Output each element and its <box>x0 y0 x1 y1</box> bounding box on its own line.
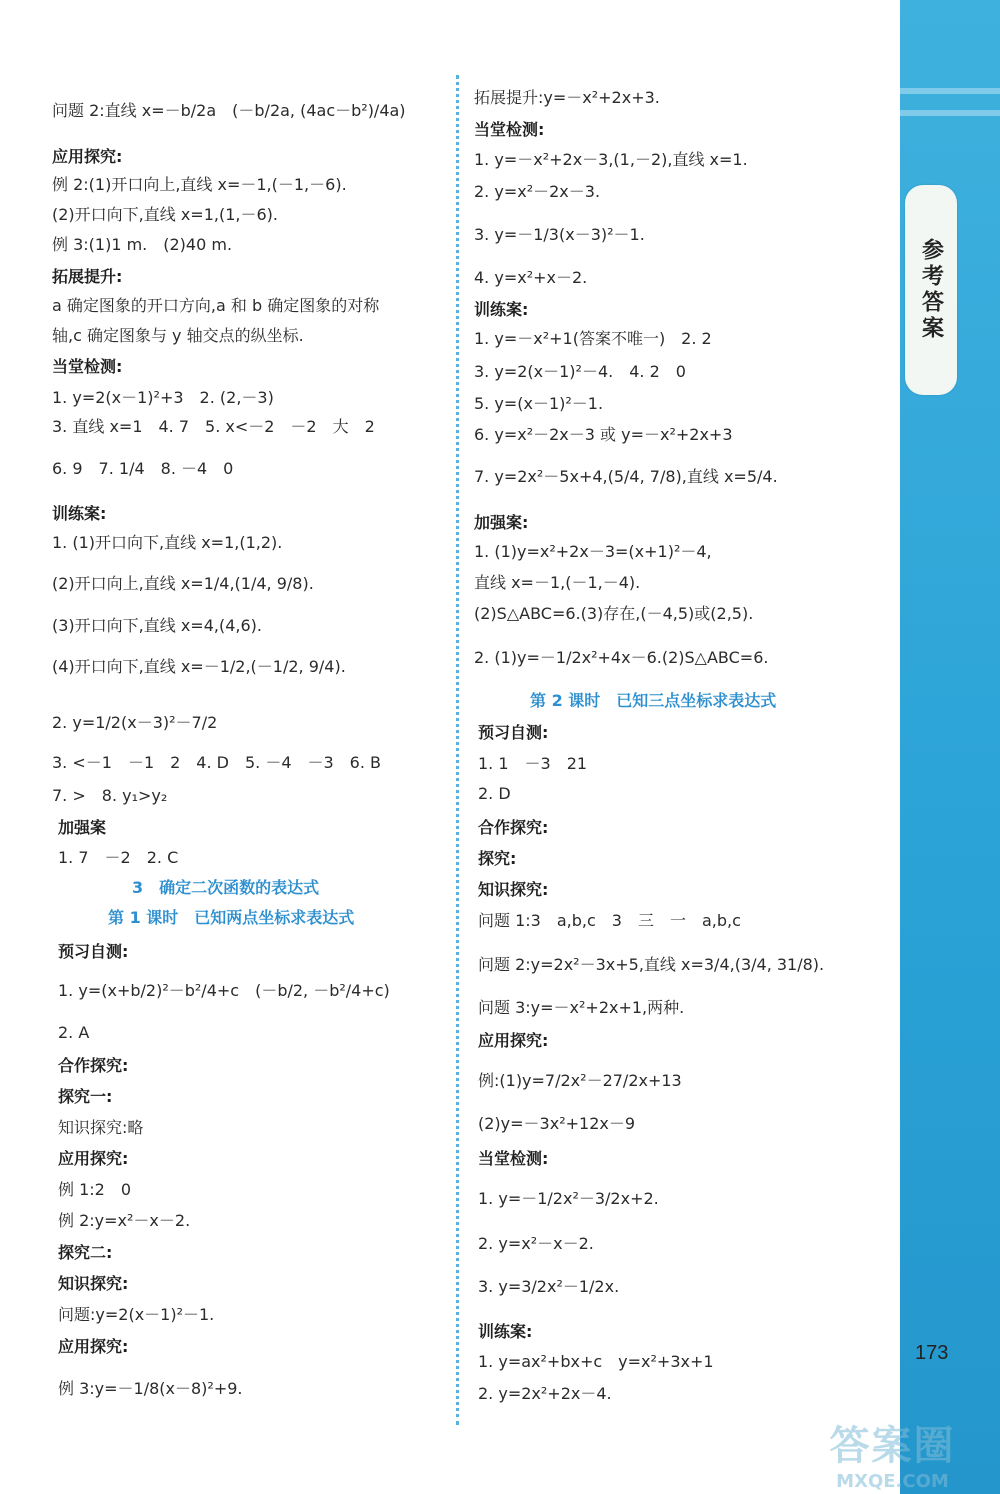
section-heading: 预习自测: <box>478 723 549 742</box>
text-line: 问题 2:直线 x=－b/2a (－b/2a, (4ac－b²)/4a) <box>52 101 406 120</box>
section-heading: 当堂检测: <box>474 120 545 139</box>
section-heading: 应用探究: <box>58 1337 129 1356</box>
text-line: 问题 3:y=－x²+2x+1,两种. <box>478 998 685 1017</box>
text-line: 3. 直线 x=1 4. 7 5. x<－2 －2 大 2 <box>52 417 375 436</box>
section-heading: 加强案: <box>474 513 529 532</box>
section-heading: 合作探究: <box>58 1056 129 1075</box>
text-line: (4)开口向下,直线 x=－1/2,(－1/2, 9/4). <box>52 657 346 676</box>
section-heading: 探究一: <box>58 1087 113 1106</box>
section-heading: 当堂检测: <box>478 1149 549 1168</box>
text-line: 1. y=(x+b/2)²－b²/4+c (－b/2, －b²/4+c) <box>58 981 390 1000</box>
text-line: 6. y=x²－2x－3 或 y=－x²+2x+3 <box>474 425 733 444</box>
text-line: 2. y=1/2(x－3)²－7/2 <box>52 713 218 732</box>
watermark-logo <box>790 1415 995 1490</box>
text-line: 2. y=2x²+2x－4. <box>478 1384 612 1403</box>
text-line: 例 3:y=－1/8(x－8)²+9. <box>58 1379 243 1398</box>
text-line: 2. (1)y=－1/2x²+4x－6.(2)S△ABC=6. <box>474 648 769 667</box>
watermark-url: MXQE.COM <box>836 1470 949 1492</box>
text-line: 例 2:(1)开口向上,直线 x=－1,(－1,－6). <box>52 175 347 194</box>
band-stripe <box>900 88 1000 94</box>
section-heading: 预习自测: <box>58 942 129 961</box>
text-line: 2. D <box>478 784 511 803</box>
section-heading: 应用探究: <box>478 1031 549 1050</box>
text-line: (2)S△ABC=6.(3)存在,(－4,5)或(2,5). <box>474 604 754 623</box>
section-heading: 拓展提升: <box>52 267 123 286</box>
section-heading: 合作探究: <box>478 818 549 837</box>
text-line: 问题:y=2(x－1)²－1. <box>58 1305 215 1324</box>
section-heading: 应用探究: <box>58 1149 129 1168</box>
lesson-title: 第 2 课时 已知三点坐标求表达式 <box>530 691 777 710</box>
text-line: 直线 x=－1,(－1,－4). <box>474 573 641 592</box>
text-line: 2. A <box>58 1023 90 1042</box>
answer-section-tab <box>905 185 957 395</box>
text-line: 1. (1)开口向下,直线 x=1,(1,2). <box>52 533 283 552</box>
text-line: 拓展提升:y=－x²+2x+3. <box>474 88 660 107</box>
text-line: 问题 2:y=2x²－3x+5,直线 x=3/4,(3/4, 31/8). <box>478 955 825 974</box>
section-heading: 加强案 <box>58 818 107 837</box>
text-line: (2)开口向上,直线 x=1/4,(1/4, 9/8). <box>52 574 314 593</box>
text-line: 2. y=x²－2x－3. <box>474 182 601 201</box>
section-heading: 训练案: <box>474 300 529 319</box>
text-line: 1. 7 －2 2. C <box>58 848 179 867</box>
section-heading: 知识探究: <box>478 880 549 899</box>
text-line: 知识探究:略 <box>58 1118 144 1137</box>
tab-label: 参考答案 <box>918 238 944 342</box>
section-heading: 应用探究: <box>52 147 123 166</box>
lesson-title: 第 1 课时 已知两点坐标求表达式 <box>108 908 355 927</box>
text-line: 1. y=－x²+2x－3,(1,－2),直线 x=1. <box>474 150 748 169</box>
text-line: 7. y=2x²－5x+4,(5/4, 7/8),直线 x=5/4. <box>474 467 778 486</box>
section-heading: 知识探究: <box>58 1274 129 1293</box>
text-line: 例 2:y=x²－x－2. <box>58 1211 191 1230</box>
band-stripe <box>900 110 1000 116</box>
text-line: 轴,c 确定图象与 y 轴交点的纵坐标. <box>52 326 304 345</box>
text-line: 1. y=－1/2x²－3/2x+2. <box>478 1189 659 1208</box>
text-line: 3. <－1 －1 2 4. D 5. －4 －3 6. B <box>52 753 382 772</box>
text-line: 例 3:(1)1 m. (2)40 m. <box>52 235 233 254</box>
page-number: 173 <box>915 1342 949 1364</box>
text-line: (2)开口向下,直线 x=1,(1,－6). <box>52 205 278 224</box>
text-line: 1. 1 －3 21 <box>478 754 588 773</box>
text-line: 2. y=x²－x－2. <box>478 1234 594 1253</box>
text-line: 3. y=2(x－1)²－4. 4. 2 0 <box>474 362 686 381</box>
text-line: 6. 9 7. 1/4 8. －4 0 <box>52 459 234 478</box>
text-line: a 确定图象的开口方向,a 和 b 确定图象的对称 <box>52 296 380 315</box>
section-heading: 训练案: <box>478 1322 533 1341</box>
text-line: 1. y=ax²+bx+c y=x²+3x+1 <box>478 1352 714 1371</box>
text-line: (2)y=－3x²+12x－9 <box>478 1114 636 1133</box>
section-heading: 当堂检测: <box>52 357 123 376</box>
text-line: 4. y=x²+x－2. <box>474 268 588 287</box>
section-heading: 探究: <box>478 849 517 868</box>
section-heading: 训练案: <box>52 504 107 523</box>
text-line: 3. y=－1/3(x－3)²－1. <box>474 225 645 244</box>
text-line: 问题 1:3 a,b,c 3 三 一 a,b,c <box>478 911 741 930</box>
text-line: 例 1:2 0 <box>58 1180 132 1199</box>
text-line: 1. y=2(x－1)²+3 2. (2,－3) <box>52 388 274 407</box>
text-line: 1. (1)y=x²+2x－3=(x+1)²－4, <box>474 542 712 561</box>
watermark-text: 答案圈 <box>829 1422 956 1469</box>
text-line: 1. y=－x²+1(答案不唯一) 2. 2 <box>474 329 712 348</box>
text-line: 3. y=3/2x²－1/2x. <box>478 1277 620 1296</box>
text-line: 7. > 8. y₁>y₂ <box>52 786 168 805</box>
text-line: 例:(1)y=7/2x²－27/2x+13 <box>478 1071 682 1090</box>
text-line: (3)开口向下,直线 x=4,(4,6). <box>52 616 262 635</box>
chapter-title: 3 确定二次函数的表达式 <box>132 878 320 897</box>
text-line: 5. y=(x－1)²－1. <box>474 394 604 413</box>
section-heading: 探究二: <box>58 1243 113 1262</box>
column-divider <box>456 75 459 1425</box>
